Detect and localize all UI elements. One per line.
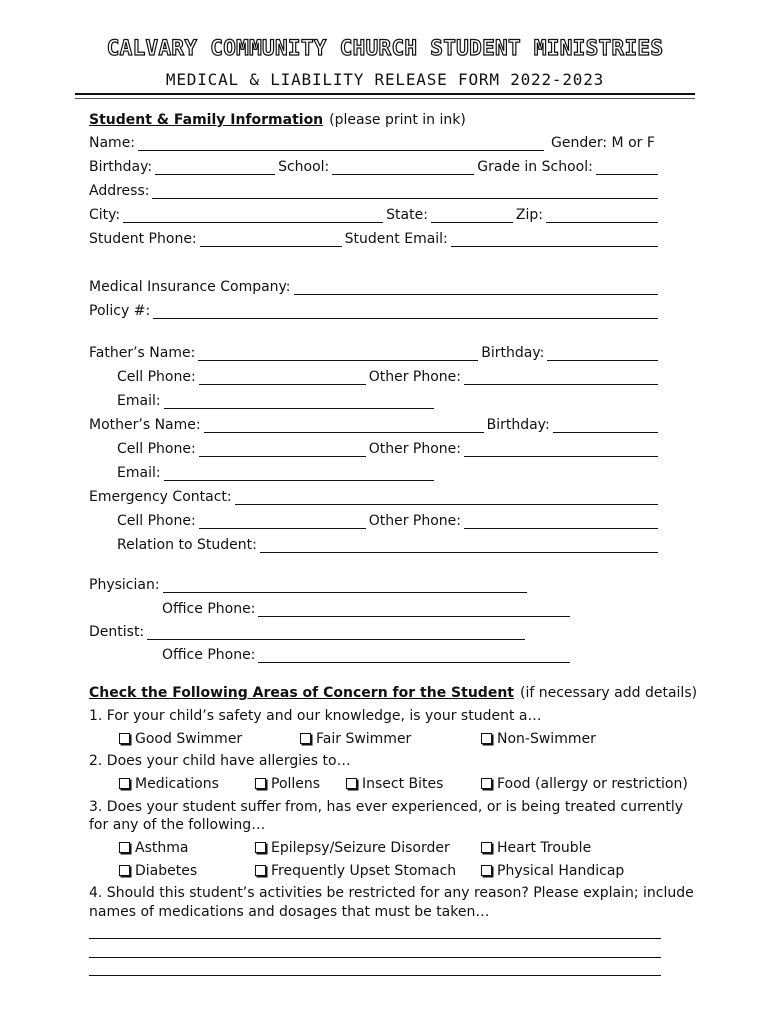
policy-field[interactable] (153, 304, 658, 319)
question-4-line-2: names of medications and dosages that must be taken… (89, 904, 490, 920)
student-section-note: (please print in ink) (329, 112, 466, 128)
relation-row (117, 533, 661, 553)
concerns-note: (if necessary add details) (519, 685, 698, 701)
mother-cell-field[interactable] (199, 442, 366, 457)
policy-row (89, 299, 661, 319)
address-row (89, 179, 661, 199)
school-field[interactable] (332, 160, 474, 175)
birthday-label: Birthday: (89, 159, 153, 175)
city-row (89, 203, 661, 223)
insurance-label: Medical Insurance Company: (89, 279, 291, 295)
question-4-line-1: 4. Should this student’s activities be restricted for any reason? Please explain; include (89, 885, 694, 901)
checkbox-asthma[interactable] (119, 836, 188, 856)
relation-label: Relation to Student: (117, 537, 257, 553)
mother-phone-row (117, 437, 661, 457)
explanation-line-2[interactable] (89, 957, 661, 958)
checkbox-heart-trouble[interactable] (481, 836, 591, 856)
mother-email-row (117, 461, 437, 481)
state-field[interactable] (431, 208, 513, 223)
emergency-other-field[interactable] (464, 514, 658, 529)
checkbox-label: Heart Trouble (497, 840, 592, 856)
form-subtitle: MEDICAL & LIABILITY RELEASE FORM 2022-2023 (165, 70, 605, 89)
father-row (89, 341, 661, 361)
checkbox-label: Diabetes (135, 863, 198, 879)
checkbox-fair-swimmer[interactable] (300, 727, 411, 747)
checkbox-pollens[interactable] (255, 772, 320, 792)
mother-name-field[interactable] (204, 418, 484, 433)
checkbox-icon (481, 842, 492, 853)
zip-label: Zip: (515, 207, 544, 223)
checkbox-icon (481, 865, 492, 876)
emergency-other-label: Other Phone: (368, 513, 461, 529)
insurance-field[interactable] (294, 280, 658, 295)
gender-label: Gender: M or F (551, 135, 655, 151)
checkbox-icon (481, 733, 492, 744)
birthday-field[interactable] (155, 160, 275, 175)
emergency-cell-label: Cell Phone: (117, 513, 196, 529)
question-2: 2. Does your child have allergies to… (89, 753, 351, 769)
mother-other-label: Other Phone: (368, 441, 461, 457)
checkbox-label: Epilepsy/Seizure Disorder (271, 840, 450, 856)
form-title: CALVARY COMMUNITY CHURCH STUDENT MINISTRIES (106, 36, 664, 60)
physician-field[interactable] (163, 578, 527, 593)
emergency-row (89, 485, 661, 505)
explanation-line-1[interactable] (89, 938, 661, 939)
checkbox-label: Medications (135, 776, 219, 792)
checkbox-good-swimmer[interactable] (119, 727, 242, 747)
checkbox-icon (119, 778, 130, 789)
physician-office-label: Office Phone: (162, 601, 256, 617)
father-other-label: Other Phone: (368, 369, 461, 385)
explanation-line-3[interactable] (89, 975, 661, 976)
mother-birthday-field[interactable] (553, 418, 658, 433)
question-1: 1. For your child’s safety and our knowledge, is your student a… (89, 708, 542, 724)
checkbox-diabetes[interactable] (119, 859, 197, 879)
checkbox-food[interactable] (481, 772, 688, 792)
emergency-label: Emergency Contact: (89, 489, 232, 505)
address-label: Address: (89, 183, 150, 199)
name-field[interactable] (138, 136, 544, 151)
dentist-row (89, 620, 528, 640)
checkbox-icon (119, 865, 130, 876)
father-name-field[interactable] (198, 346, 478, 361)
city-label: City: (89, 207, 121, 223)
father-name-label: Father’s Name: (89, 345, 196, 361)
checkbox-icon (119, 842, 130, 853)
birthday-row (89, 155, 661, 175)
father-email-field[interactable] (164, 394, 434, 409)
mother-cell-label: Cell Phone: (117, 441, 196, 457)
father-cell-field[interactable] (199, 370, 366, 385)
physician-row (89, 573, 530, 593)
checkbox-physical-handicap[interactable] (481, 859, 624, 879)
dentist-office-field[interactable] (258, 648, 570, 663)
mother-other-field[interactable] (464, 442, 658, 457)
header-rule-thin (75, 98, 695, 99)
mother-birthday-label: Birthday: (486, 417, 550, 433)
dentist-field[interactable] (147, 625, 525, 640)
checkbox-icon (255, 865, 266, 876)
father-email-label: Email: (117, 393, 161, 409)
dentist-office-label: Office Phone: (162, 647, 256, 663)
checkbox-icon (300, 733, 311, 744)
state-label: State: (386, 207, 428, 223)
checkbox-label: Asthma (135, 840, 189, 856)
father-email-row (117, 389, 437, 409)
emergency-field[interactable] (235, 490, 658, 505)
student-email-field[interactable] (451, 232, 658, 247)
section-heading-student (89, 108, 466, 128)
emergency-cell-field[interactable] (199, 514, 366, 529)
name-label: Name: (89, 135, 136, 151)
checkbox-label: Insect Bites (362, 776, 444, 792)
emergency-phone-row (117, 509, 661, 529)
question-3-line-1: 3. Does your student suffer from, has ever experienced, or is being treated currently (89, 799, 684, 815)
checkbox-icon (481, 778, 492, 789)
checkbox-medications[interactable] (119, 772, 219, 792)
grade-label: Grade in School: (477, 159, 593, 175)
city-field[interactable] (123, 208, 383, 223)
concerns-heading-row (89, 681, 697, 701)
checkbox-icon (119, 733, 130, 744)
policy-label: Policy #: (89, 303, 151, 319)
physician-office-field[interactable] (258, 602, 570, 617)
grade-field[interactable] (596, 160, 658, 175)
mother-name-label: Mother’s Name: (89, 417, 201, 433)
student-phone-field[interactable] (200, 232, 342, 247)
student-phone-row (89, 227, 661, 247)
checkbox-label: Physical Handicap (497, 863, 625, 879)
zip-field[interactable] (546, 208, 658, 223)
checkbox-label: Fair Swimmer (316, 731, 412, 747)
father-phone-row (117, 365, 661, 385)
insurance-row (89, 275, 661, 295)
student-section-heading: Student & Family Information (89, 112, 324, 128)
mother-email-label: Email: (117, 465, 161, 481)
checkbox-epilepsy[interactable] (255, 836, 450, 856)
checkbox-upset-stomach[interactable] (255, 859, 456, 879)
student-email-label: Student Email: (344, 231, 448, 247)
address-field[interactable] (152, 184, 658, 199)
physician-label: Physician: (89, 577, 160, 593)
checkbox-icon (346, 778, 357, 789)
school-label: School: (278, 159, 330, 175)
checkbox-label: Pollens (271, 776, 321, 792)
concerns-heading: Check the Following Areas of Concern for the Student (89, 685, 514, 701)
header-rule (75, 93, 695, 95)
checkbox-non-swimmer[interactable] (481, 727, 596, 747)
mother-row (89, 413, 661, 433)
name-row (89, 131, 661, 151)
checkbox-icon (255, 778, 266, 789)
father-other-field[interactable] (464, 370, 658, 385)
mother-email-field[interactable] (164, 466, 434, 481)
relation-field[interactable] (260, 538, 658, 553)
dentist-label: Dentist: (89, 624, 145, 640)
checkbox-label: Frequently Upset Stomach (271, 863, 457, 879)
checkbox-label: Non-Swimmer (497, 731, 596, 747)
checkbox-insect-bites[interactable] (346, 772, 443, 792)
checkbox-label: Food (allergy or restriction) (497, 776, 688, 792)
question-3-line-2: for any of the following… (89, 817, 266, 833)
student-phone-label: Student Phone: (89, 231, 197, 247)
father-cell-label: Cell Phone: (117, 369, 196, 385)
dentist-office-row (162, 643, 573, 663)
checkbox-label: Good Swimmer (135, 731, 243, 747)
checkbox-icon (255, 842, 266, 853)
father-birthday-field[interactable] (547, 346, 658, 361)
physician-office-row (162, 597, 573, 617)
father-birthday-label: Birthday: (481, 345, 545, 361)
